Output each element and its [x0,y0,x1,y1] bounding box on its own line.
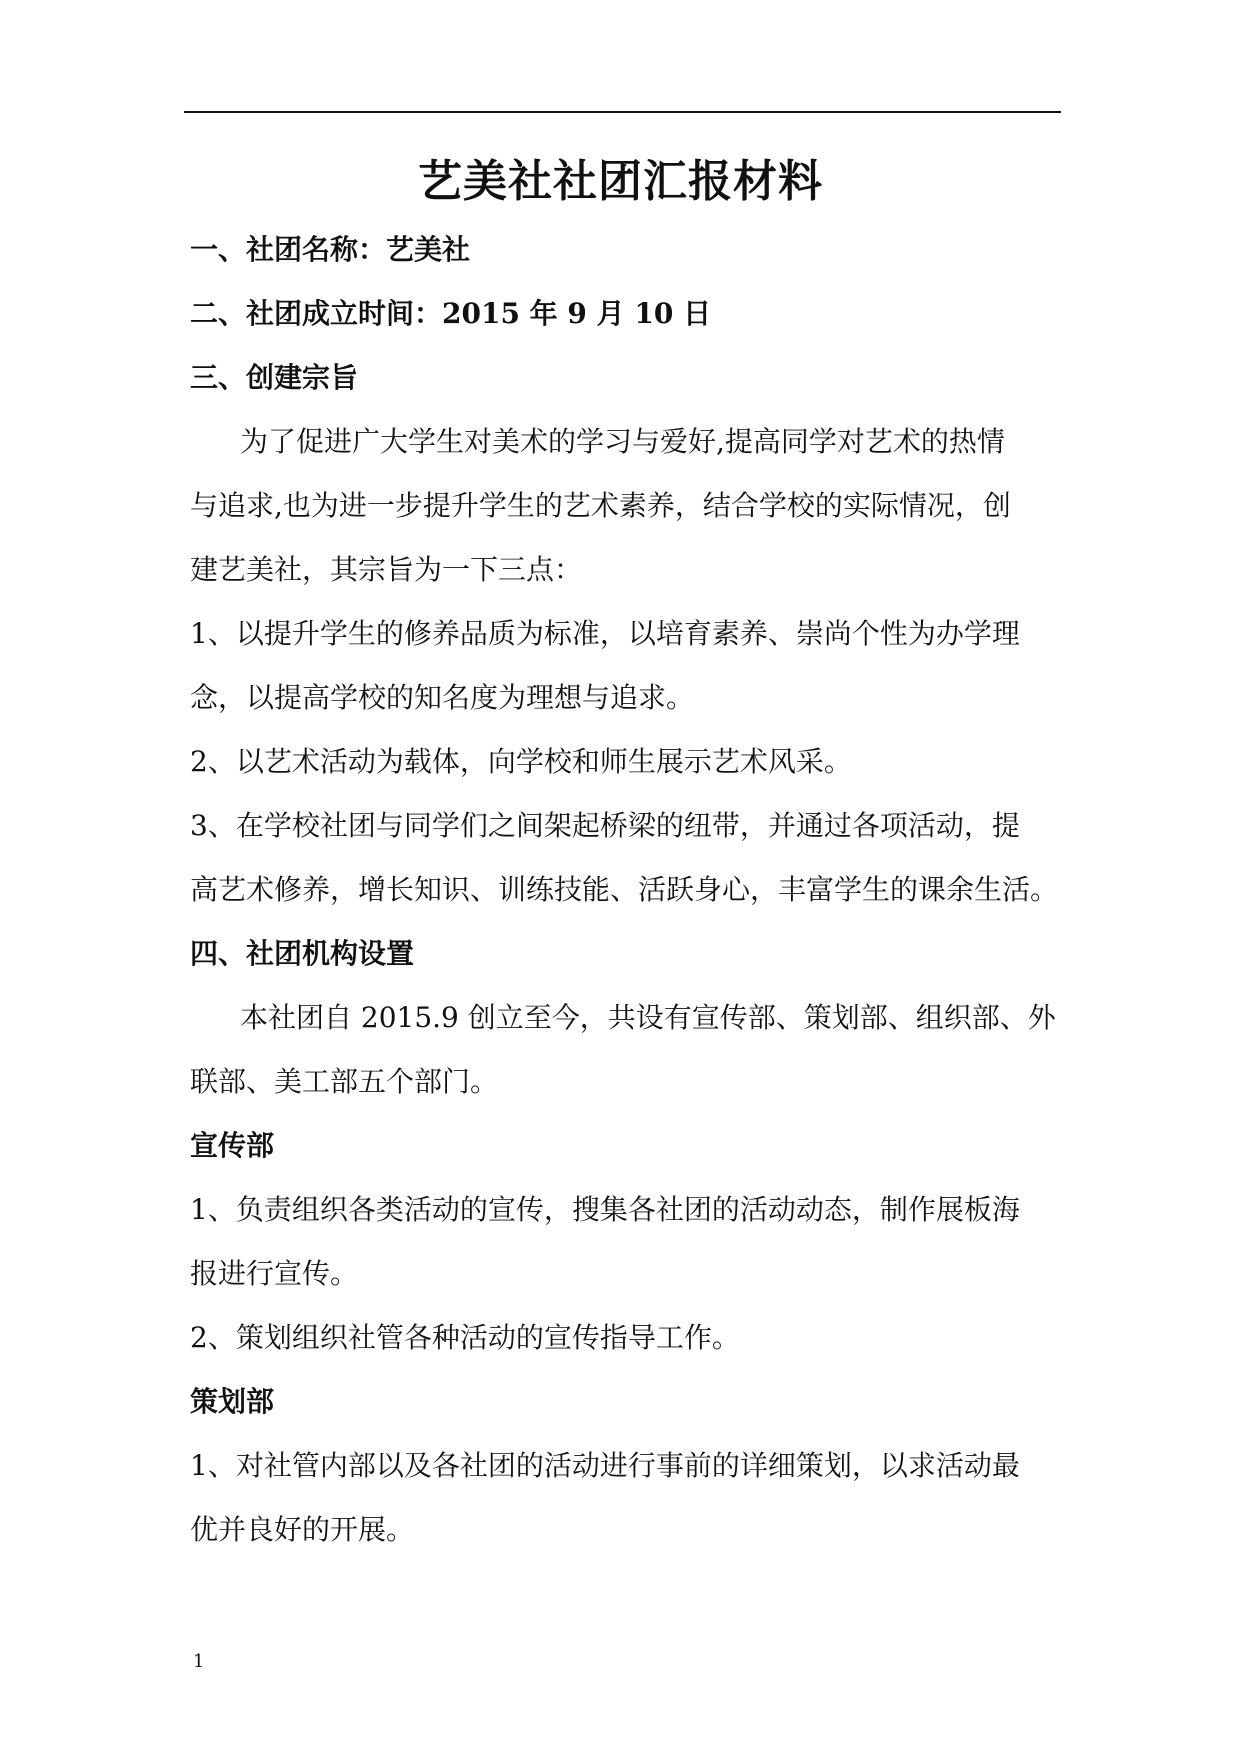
header-rule [184,111,1061,113]
structure-paragraph-line: 本社团自 2015.9 创立至今，共设有宣传部、策划部、组织部、外 [212,1001,1056,1034]
planning-item-1-line: 1、对社管内部以及各社团的活动进行事前的详细策划，以求活动最 [190,1449,1020,1482]
planning-item-1-line: 优并良好的开展。 [190,1513,415,1546]
publicity-item-1-line: 1、负责组织各类活动的宣传，搜集各社团的活动动态，制作展板海 [190,1193,1020,1226]
section-founding-date: 二、社团成立时间：2015 年 9 月 10 日 [190,297,712,330]
purpose-paragraph-line: 与追求,也为进一步提升学生的艺术素养，结合学校的实际情况，创 [190,489,1011,522]
page-number: 1 [193,1651,205,1672]
purpose-paragraph-line: 为了促进广大学生对美术的学习与爱好,提高同学对艺术的热情 [212,425,1005,458]
section-purpose-heading: 三、创建宗旨 [190,361,359,394]
purpose-item-1-line: 1、以提升学生的修养品质为标准，以培育素养、崇尚个性为办学理 [190,617,1020,650]
section-club-name: 一、社团名称：艺美社 [190,233,471,266]
planning-dept-heading: 策划部 [190,1385,275,1418]
publicity-item-2-line: 2、策划组织社管各种活动的宣传指导工作。 [190,1321,740,1354]
purpose-item-1-line: 念，以提高学校的知名度为理想与追求。 [190,681,695,714]
purpose-paragraph-line: 建艺美社，其宗旨为一下三点： [190,553,583,586]
structure-paragraph-line: 联部、美工部五个部门。 [190,1065,499,1098]
publicity-dept-heading: 宣传部 [190,1129,275,1162]
section-structure-heading: 四、社团机构设置 [190,937,415,970]
purpose-item-2-line: 2、以艺术活动为载体，向学校和师生展示艺术风采。 [190,745,852,778]
publicity-item-1-line: 报进行宣传。 [190,1257,359,1290]
purpose-item-3-line: 3、在学校社团与同学们之间架起桥梁的纽带，并通过各项活动，提 [190,809,1020,842]
purpose-item-3-line: 高艺术修养，增长知识、训练技能、活跃身心，丰富学生的课余生活。 [190,873,1059,906]
document-title: 艺美社社团汇报材料 [418,156,823,207]
